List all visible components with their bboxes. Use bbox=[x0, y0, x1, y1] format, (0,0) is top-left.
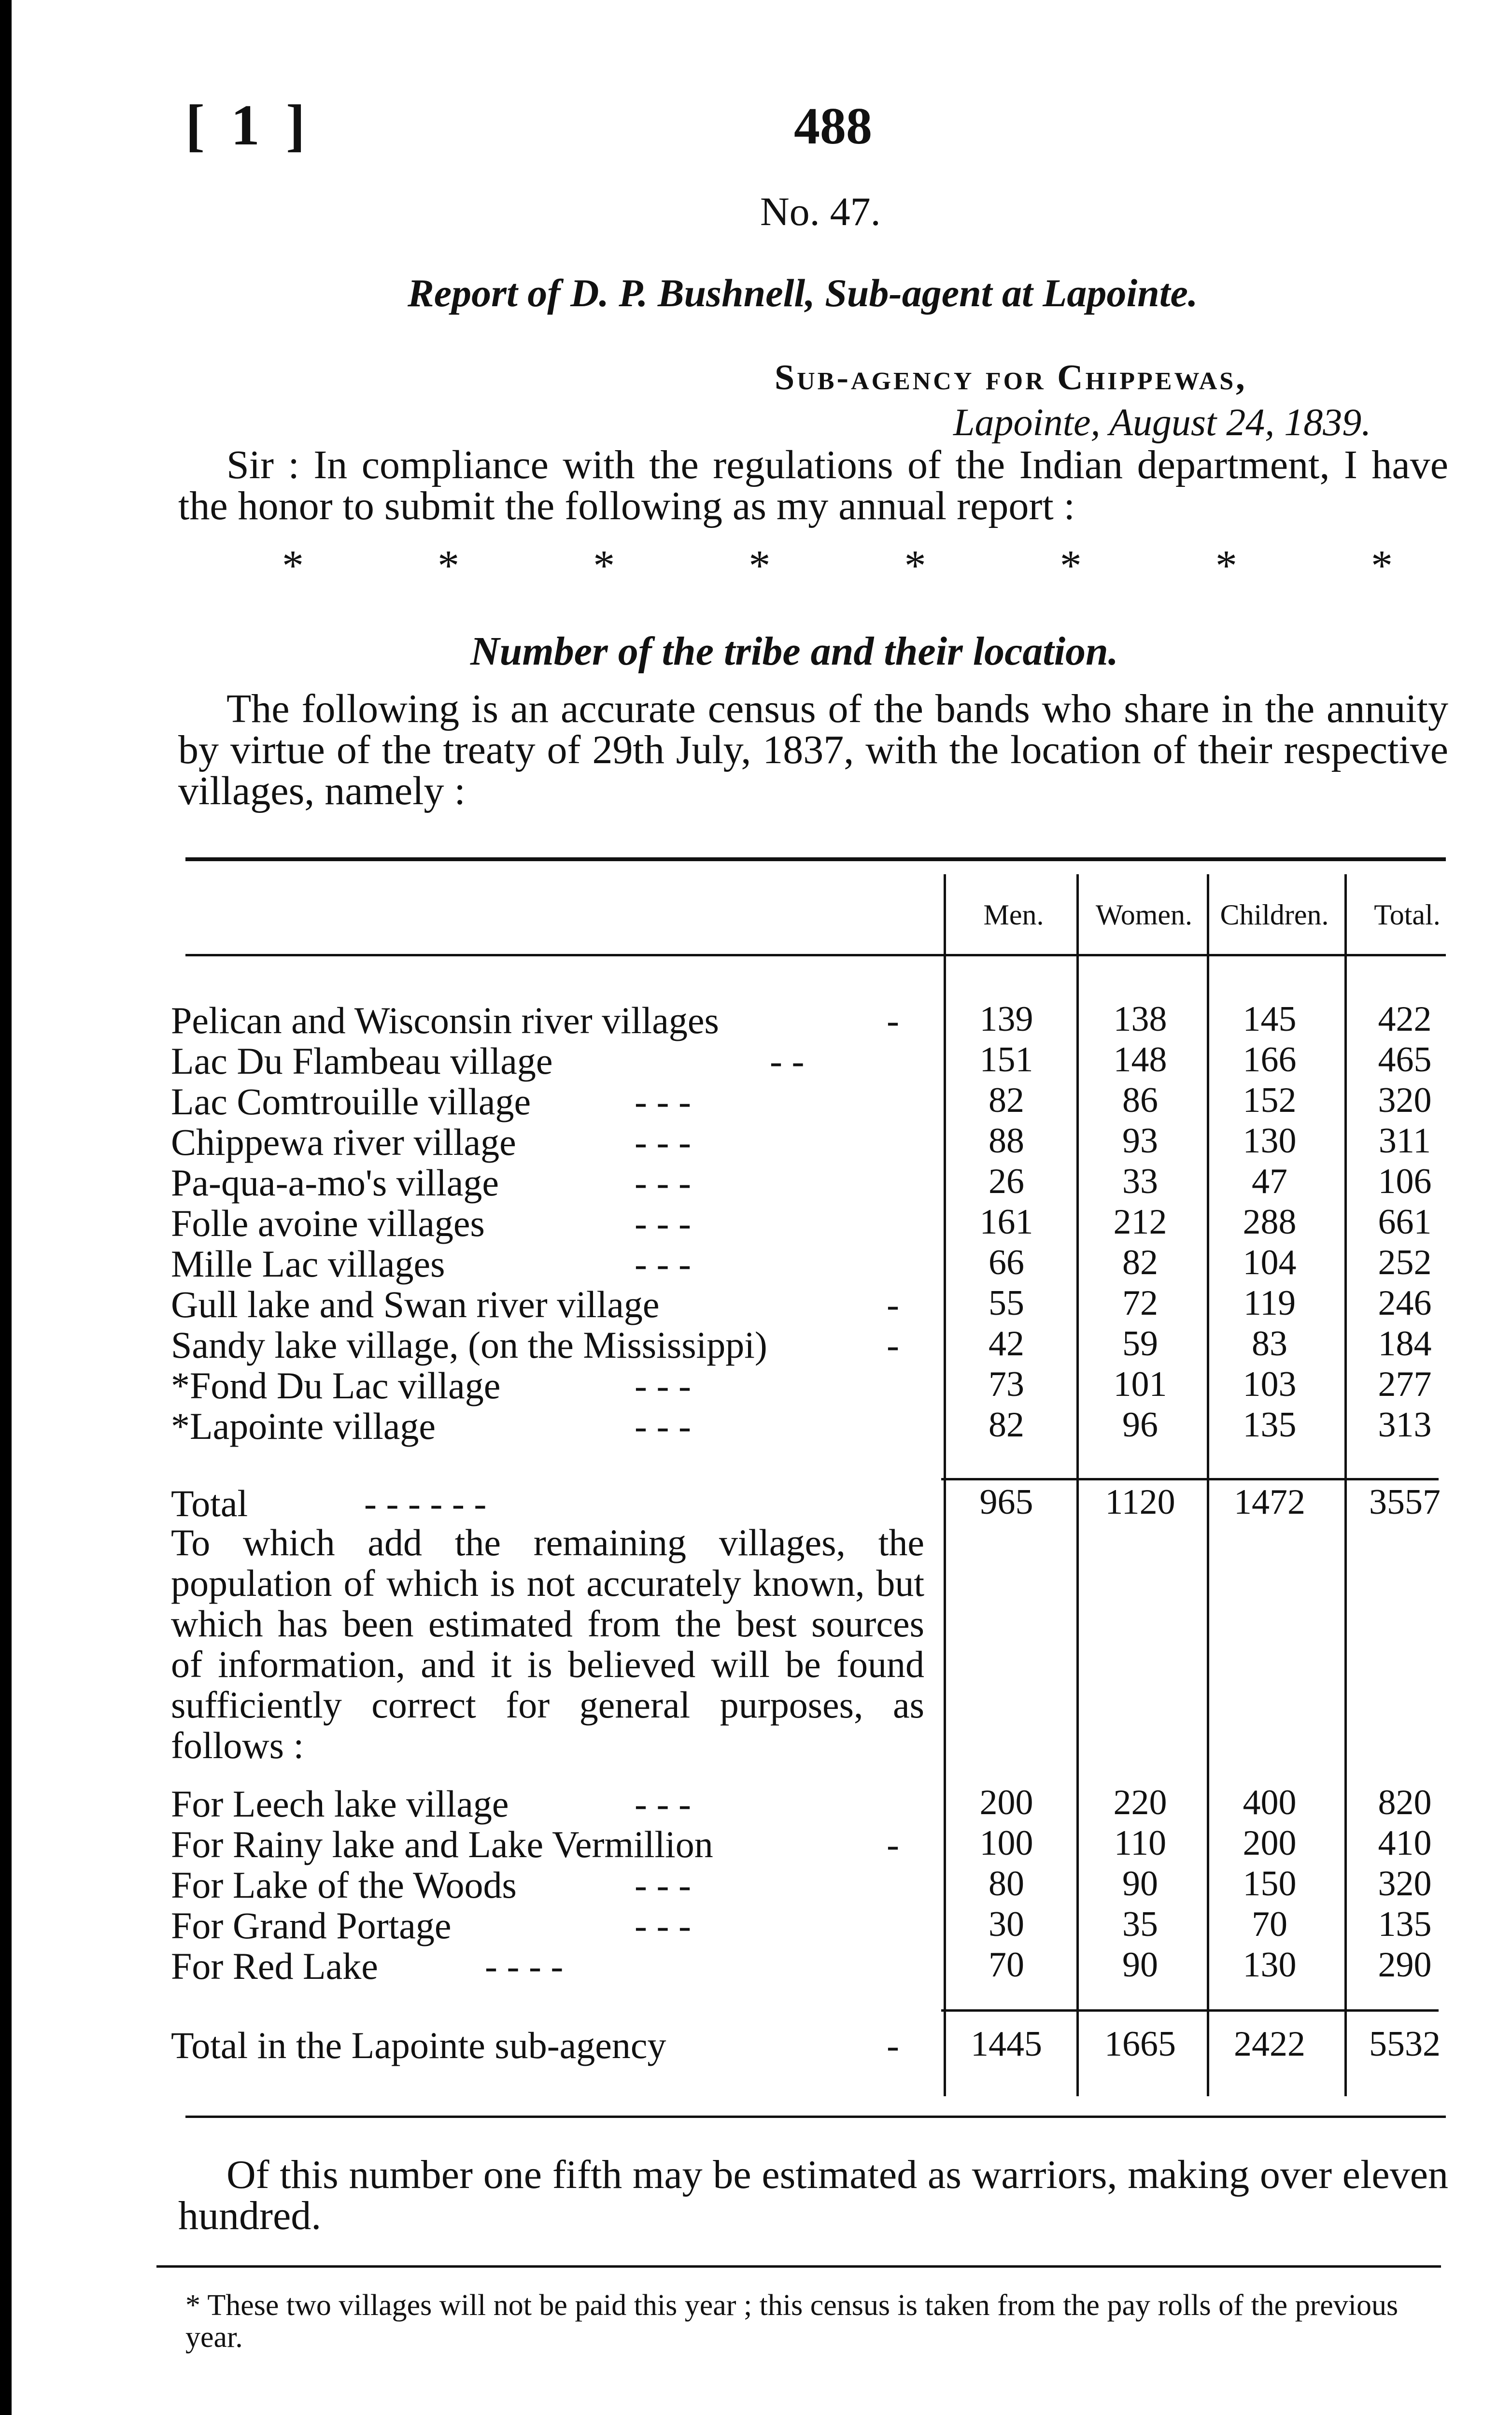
women-value: 59 bbox=[1122, 1324, 1158, 1364]
men-value: 80 bbox=[989, 1864, 1024, 1904]
total-subtotal: 3557 bbox=[1369, 1482, 1441, 1522]
subtotal-rule bbox=[941, 1478, 1439, 1480]
asterisk: * bbox=[1215, 542, 1237, 590]
total-value: 290 bbox=[1378, 1945, 1432, 1985]
total-value: 320 bbox=[1378, 1864, 1432, 1904]
leader-dash: - bbox=[887, 1324, 899, 1366]
children-value: 130 bbox=[1243, 1945, 1297, 1985]
leader-dash: - - - bbox=[635, 1864, 691, 1906]
total-value: 184 bbox=[1378, 1324, 1432, 1364]
women-value: 90 bbox=[1122, 1864, 1158, 1904]
agency-name: Sub-agency for Chippewas, bbox=[775, 358, 1247, 398]
grand-total-row bbox=[171, 2024, 1451, 2064]
village-name: Lac Comtrouille village bbox=[171, 1080, 531, 1122]
men-value: 30 bbox=[989, 1904, 1024, 1944]
women-grand-total: 1665 bbox=[1104, 2024, 1176, 2064]
report-title: Report of D. P. Bushnell, Sub-agent at Lapointe. bbox=[408, 271, 1198, 315]
table-row bbox=[171, 1863, 1451, 1904]
children-value: 103 bbox=[1243, 1364, 1297, 1404]
children-value: 130 bbox=[1243, 1121, 1297, 1161]
men-value: 139 bbox=[979, 999, 1033, 1039]
leader-dash: - - - bbox=[635, 1364, 691, 1406]
village-name: Pelican and Wisconsin river villages bbox=[171, 999, 719, 1041]
total-value: 252 bbox=[1378, 1243, 1432, 1282]
table-row bbox=[171, 999, 1451, 1039]
asterisk: * bbox=[282, 542, 304, 590]
leader-dash: - - - bbox=[635, 1405, 691, 1447]
table-header-rule bbox=[185, 954, 1446, 956]
leader-dash: - - - bbox=[635, 1783, 691, 1825]
total-value: 661 bbox=[1378, 1202, 1432, 1242]
men-value: 151 bbox=[979, 1040, 1033, 1080]
children-value: 135 bbox=[1243, 1405, 1297, 1445]
asterisk: * bbox=[1060, 542, 1082, 590]
table-row bbox=[171, 1202, 1451, 1242]
total-value: 135 bbox=[1378, 1904, 1432, 1944]
total-value: 820 bbox=[1378, 1783, 1432, 1822]
table-row bbox=[171, 1161, 1451, 1202]
total-value: 422 bbox=[1378, 999, 1432, 1039]
column-header-women: Women. bbox=[1095, 899, 1193, 931]
column-header-total: Total. bbox=[1374, 899, 1441, 931]
village-name: Mille Lac villages bbox=[171, 1243, 445, 1285]
leader-dash: - bbox=[887, 999, 899, 1041]
village-name: For Leech lake village bbox=[171, 1783, 509, 1825]
leader-dash: - - - bbox=[635, 1243, 691, 1285]
table-row bbox=[171, 1904, 1451, 1945]
children-grand-total: 2422 bbox=[1234, 2024, 1305, 2064]
men-subtotal: 965 bbox=[979, 1482, 1033, 1522]
children-value: 200 bbox=[1243, 1823, 1297, 1863]
village-name: Chippewa river village bbox=[171, 1121, 516, 1163]
women-value: 212 bbox=[1113, 1202, 1167, 1242]
women-value: 86 bbox=[1122, 1080, 1158, 1120]
table-row bbox=[171, 1283, 1451, 1323]
column-header-children: Children. bbox=[1220, 899, 1329, 931]
table-row bbox=[171, 1405, 1451, 1445]
women-value: 220 bbox=[1113, 1783, 1167, 1822]
table-row bbox=[171, 1364, 1451, 1405]
village-name: Sandy lake village, (on the Mississippi) bbox=[171, 1324, 767, 1366]
leader-dash: - - - - bbox=[485, 1945, 564, 1987]
leader-dash: - - - bbox=[635, 1121, 691, 1163]
total-value: 320 bbox=[1378, 1080, 1432, 1120]
leader-dash: - - - - - - bbox=[364, 1482, 487, 1524]
children-value: 47 bbox=[1252, 1162, 1287, 1201]
children-value: 70 bbox=[1252, 1904, 1287, 1944]
salutation-paragraph: Sir : In compliance with the regulations of the Indian department, I have the honor to submit the following as my annual report : bbox=[178, 442, 1448, 528]
footnote: * These two villages will not be paid this year ; this census is taken from the pay rolls of the previous year. bbox=[185, 2289, 1399, 2354]
total-grand-total: 5532 bbox=[1369, 2024, 1441, 2064]
children-value: 288 bbox=[1243, 1202, 1297, 1242]
village-name: Pa-qua-a-mo's village bbox=[171, 1162, 499, 1204]
leader-dash: - - bbox=[770, 1040, 805, 1082]
village-name: For Grand Portage bbox=[171, 1904, 452, 1946]
men-value: 100 bbox=[979, 1823, 1033, 1863]
village-name: *Lapointe village bbox=[171, 1405, 436, 1447]
village-name: Gull lake and Swan river village bbox=[171, 1283, 660, 1325]
section-heading: Number of the tribe and their location. bbox=[470, 629, 1118, 674]
table-row bbox=[171, 1823, 1451, 1863]
closing-paragraph: Of this number one fifth may be estimated as warriors, making over eleven hundred. bbox=[178, 2152, 1448, 2238]
total-value: 410 bbox=[1378, 1823, 1432, 1863]
women-value: 82 bbox=[1122, 1243, 1158, 1282]
asterisk-separator bbox=[282, 541, 1393, 591]
total-value: 313 bbox=[1378, 1405, 1432, 1445]
leader-dash: - bbox=[887, 1283, 899, 1325]
women-value: 90 bbox=[1122, 1945, 1158, 1985]
children-value: 166 bbox=[1243, 1040, 1297, 1080]
leader-dash: - - - bbox=[635, 1080, 691, 1122]
children-value: 104 bbox=[1243, 1243, 1297, 1282]
women-value: 96 bbox=[1122, 1405, 1158, 1445]
men-value: 26 bbox=[989, 1162, 1024, 1201]
intro-paragraph: The following is an accurate census of the bands who share in the annuity by virtue of the treaty of 29th July, 1837, with the location of their respective villages, namely : bbox=[178, 686, 1448, 813]
women-value: 72 bbox=[1122, 1283, 1158, 1323]
total-value: 465 bbox=[1378, 1040, 1432, 1080]
leader-dash: - - - bbox=[635, 1904, 691, 1946]
leader-dash: - - - bbox=[635, 1162, 691, 1204]
leader-dash: - - - bbox=[635, 1202, 691, 1244]
document-bracket-number: [ 1 ] bbox=[185, 93, 311, 157]
women-value: 101 bbox=[1113, 1364, 1167, 1404]
men-value: 42 bbox=[989, 1324, 1024, 1364]
subtotal-row bbox=[171, 1482, 1451, 1522]
asterisk: * bbox=[438, 542, 460, 590]
table-row bbox=[171, 1039, 1451, 1080]
table-row bbox=[171, 1945, 1451, 1985]
total-value: 277 bbox=[1378, 1364, 1432, 1404]
village-name: For Red Lake bbox=[171, 1945, 378, 1987]
women-value: 148 bbox=[1113, 1040, 1167, 1080]
women-value: 110 bbox=[1114, 1823, 1167, 1863]
table-row bbox=[171, 1323, 1451, 1364]
children-value: 83 bbox=[1252, 1324, 1287, 1364]
children-value: 152 bbox=[1243, 1080, 1297, 1120]
village-name: *Fond Du Lac village bbox=[171, 1364, 501, 1406]
men-value: 161 bbox=[979, 1202, 1033, 1242]
asterisk: * bbox=[749, 542, 771, 590]
table-row bbox=[171, 1242, 1451, 1283]
column-header-men: Men. bbox=[983, 899, 1044, 931]
men-value: 82 bbox=[989, 1080, 1024, 1120]
table-row bbox=[171, 1782, 1451, 1823]
table-row bbox=[171, 1121, 1451, 1161]
table-row bbox=[171, 1080, 1451, 1121]
village-name: For Rainy lake and Lake Vermillion bbox=[171, 1823, 713, 1865]
subtotal-label: Total bbox=[171, 1482, 248, 1524]
men-value: 70 bbox=[989, 1945, 1024, 1985]
dateline: Lapointe, August 24, 1839. bbox=[953, 401, 1371, 444]
women-value: 35 bbox=[1122, 1904, 1158, 1944]
children-value: 400 bbox=[1243, 1783, 1297, 1822]
grand-total-rule bbox=[941, 2009, 1439, 2012]
children-value: 150 bbox=[1243, 1864, 1297, 1904]
document-number: No. 47. bbox=[760, 189, 881, 234]
men-value: 82 bbox=[989, 1405, 1024, 1445]
leader-dash: - bbox=[887, 2024, 899, 2066]
table-top-rule bbox=[185, 857, 1446, 861]
women-subtotal: 1120 bbox=[1105, 1482, 1175, 1522]
grand-total-label: Total in the Lapointe sub-agency bbox=[171, 2024, 666, 2066]
children-value: 119 bbox=[1243, 1283, 1296, 1323]
men-value: 73 bbox=[989, 1364, 1024, 1404]
leader-dash: - bbox=[887, 1823, 899, 1865]
village-name: For Lake of the Woods bbox=[171, 1864, 517, 1906]
men-grand-total: 1445 bbox=[971, 2024, 1042, 2064]
total-value: 106 bbox=[1378, 1162, 1432, 1201]
men-value: 88 bbox=[989, 1121, 1024, 1161]
asterisk: * bbox=[593, 542, 615, 590]
men-value: 200 bbox=[979, 1783, 1033, 1822]
total-value: 246 bbox=[1378, 1283, 1432, 1323]
estimate-note bbox=[171, 1522, 924, 1766]
asterisk: * bbox=[904, 542, 926, 590]
men-value: 66 bbox=[989, 1243, 1024, 1282]
page-number: 488 bbox=[794, 98, 872, 155]
village-name: Lac Du Flambeau village bbox=[171, 1040, 553, 1082]
women-value: 33 bbox=[1122, 1162, 1158, 1201]
children-subtotal: 1472 bbox=[1234, 1482, 1305, 1522]
village-name: Folle avoine villages bbox=[171, 1202, 485, 1244]
asterisk: * bbox=[1371, 542, 1393, 590]
men-value: 55 bbox=[989, 1283, 1024, 1323]
women-value: 138 bbox=[1113, 999, 1167, 1039]
estimate-note-text: To which add the remaining villages, the population of which is not accurately known, but which has been estimated from the best sources of information, and it is believed will be found sufficiently correct for general purposes, as follows : bbox=[171, 1521, 924, 1766]
total-value: 311 bbox=[1378, 1121, 1431, 1161]
women-value: 93 bbox=[1122, 1121, 1158, 1161]
children-value: 145 bbox=[1243, 999, 1297, 1039]
footnote-rule bbox=[156, 2265, 1441, 2268]
table-bottom-rule bbox=[185, 2116, 1446, 2118]
